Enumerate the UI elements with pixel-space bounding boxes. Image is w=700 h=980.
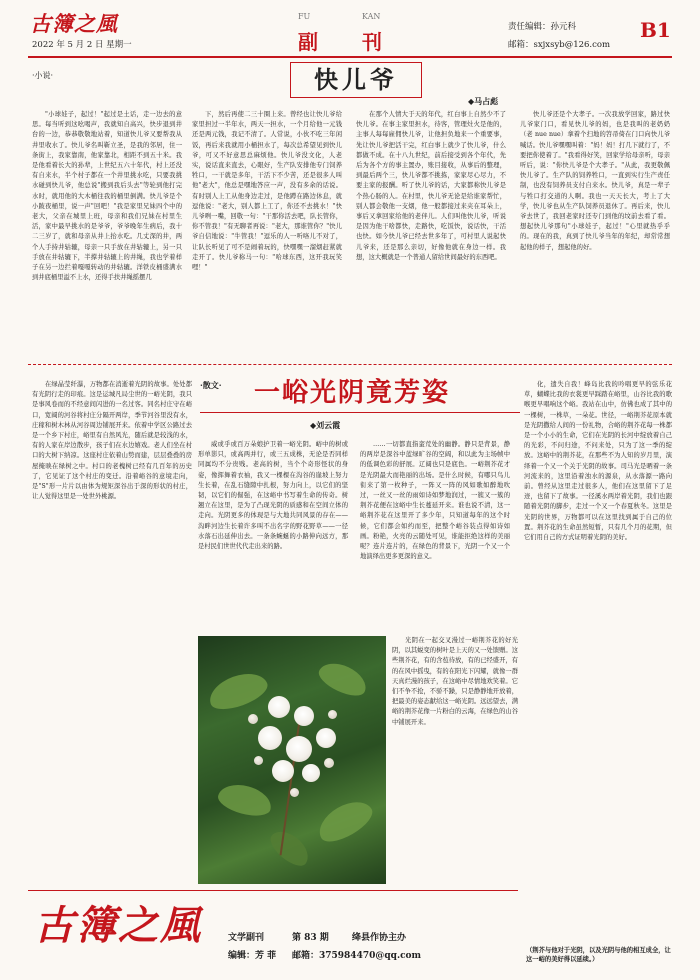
header-email: 邮箱：sxjxsyb@126.com bbox=[508, 40, 611, 50]
story2-column-3: ……一切都直指蛮荒处的幽静。静只是背景，静的两岸是深谷中蓝绿旷谷的空阔，和以此为主场帧中的低调色彩的舒展。辽阔也只是底色。一峪荆芥花才是光阴最大而艳丽的出场。是什么时候，有哪只鸟儿衔来了第一枚种子，一阵又一阵的风如歌如醉地吹过，一丝又一丝的雨如诗如梦地润过，一簇又一簇的荆芥花便在这峪中生长蔓延开来。谁也说不清，这一峪荆芥花在这里开了多少年，只知道每年的这个时候，它们都会如约而至，把整个峪谷装点得如诗如画。粉艳，火亮的云随处可见，谁能拒绝这样的美丽呢？连片连片的，在绿色的背景下，光阴一个又一个地演绎出更多更深的意义。 bbox=[360, 441, 510, 561]
footer-editor: 编辑：芳 菲 bbox=[228, 951, 277, 961]
story1-title-box bbox=[290, 62, 422, 98]
story2-column-3b: 光阴在一起交叉漫过一峪荆芥花的好光阴，以其蜕变的树叶是上天的又一处馈赠。这些荆芥花，有的含苞待放，有的已经盛开，有的在风中摇曳，有的在阳光下闪耀，就像一群天真烂漫的孩子，在这峪中尽情地欢笑着。它们不争不抢，不骄不躁，只是静静地开放着，把最美的姿态献给这一峪光阴。远远望去，满峪的荆芥花像一片粉白的云海，在绿色的山谷中铺展开来。 bbox=[392, 637, 518, 726]
header-rule bbox=[28, 56, 672, 58]
footer-rule bbox=[28, 890, 518, 891]
section-title-kan: 刊 bbox=[362, 30, 382, 54]
story2-column-2: 威或乎或百万朵娘护卫着一峪光阴。峪中的树或形单影只，或高两并行，或三五成株，无论是否同样同属均不分贵贱。老高的树，当个个奇形怪状的身姿，像挥舞着衣袖，我又一棵棵在沟谷的崖坡上努力生长着，在乱石缝隙中扎根，努力向上，以它们的坚韧，以它们的倔强，在这峪中书写着生命的传奇。树翘立在这里，是为了凸现光阴的质感和在空间立体的走向。光阴更多的体现是与大地共同风景的存在——沟畔河边生长着许多叫不出名字的野花野草——一径水落石出延伸出去。一条条蜿蜒的小路伸向远方，那是村民们世世代代走出来的路。 bbox=[198, 441, 348, 551]
page-number: B1 bbox=[640, 18, 671, 42]
story1-column-4: 快儿爷还是个大孝子。一次我放学回家，路过快儿爷家门口，看见快儿爷的妈，也是我叫的老奶奶（老 nue nue）拿着个扫地的笤帚倚在门口向快儿爷喊话。快儿爷嘿嘿叫着："妈！妈！打几下就行了，不要把你使着了。"我看得好笑，回家学给母亲听，母亲听后，说："你快儿爷是个大孝子。"从此，我更敬佩快儿爷了。生产队的饲养牲口，一直到实行生产责任制，也没有饲养员支付自来水。快儿爷，真是一辈子与牲口打交道的人啊。我也一天天长大，考上了大学，快儿爷也从生产队饲养员退休了。再后来，快儿爷去世了，我回老家时还专门到他的坟前去看了看。想起快儿爷那句"小球娃子，起过！"心里就热乎乎的。现在的我，真到了快儿爷当年的年纪，却常常想起他的样子，想起他的好。 bbox=[520, 111, 670, 251]
story2-author: ◆刘云霞 bbox=[310, 420, 341, 430]
story2-genre-label: ·散文· bbox=[200, 380, 222, 390]
section-title-fu: 副 bbox=[298, 30, 318, 54]
masthead-logo: 古簿之風 bbox=[30, 11, 118, 36]
story1-genre-label: ·小说· bbox=[32, 71, 54, 80]
story2-end-note: （荆芥与他对于光阴，以及光阴与他的相互成全，让这一峪的美好得以延续。） bbox=[526, 947, 671, 963]
story1-title: 快儿爷 bbox=[314, 65, 398, 94]
story1-column-2: 下，然后再使二三十圈上来。曾经也让快儿爷给家里担过一半年水，两天一担水，一个月给他一元钱还是两元钱，我记不清了。人常说，小伙不吃三年闲饭，再后来我就用小桶担水了，每次总希望见到快儿爷，可又不好意思总麻烦他。快儿爷没文化，人老实，说话直来直去，心眼好，生产队安排他专门饲养牲口，一干就是多年，干活下不少苦，还是很多人叫他"老大"，他总是嘿地答应一声，没有多余的话说。有时别人上工从他身边走过，是他蹲在路边休息，就逗他说："老大，别人都上工了，你还不去挑水！"快儿爷咧一嘴，回敬一句："干那你活去吧，队长管你，你不管我！"有无聊者再说："老大，那谁管你？"快儿爷自信地说："牛管我！"逗乐的人一听咯儿不对了，让队长听见了可不是闹着玩的，快嘿嘿一溜烟赶紧就走开了。快儿爷称马一句："哈球东西，这开我玩笑哩！" bbox=[192, 111, 342, 272]
story1-author: ◆马占彪 bbox=[468, 96, 499, 106]
story2-title-rule bbox=[200, 412, 520, 413]
footer-logo: 古簿之風 bbox=[34, 902, 202, 949]
footer-issue-label: 文学副刊 bbox=[228, 933, 265, 943]
story2-column-4: 化，遗失自我！峰岛比我的吟唱更早的弦乐花草，蝴蝶比我的衣裳更早踩踏在峪里，山谷比我的歌喉更早唱响这个峪。我站在山中，仿佛也成了其中的一棵树，一株草，一朵花。世径，一峪荆芥花原本就是光阴撒给人间的一份礼物，合峪的荆芥花每一株都是一个小小的生命，它们在光阴的长河中绽放着自己的光彩，不问归途，不问来处，只为了这一季的绽放。这峪中的荆芥花，在那些不为人知的岁月里，演绎着一个又一个关于光阴的故事。司马光是晒着一条河流来的，这里沿着浊水的源泉，从水落源一路向前。曾经从这里走过很多人，他们在这里留下了足迹，也留下了故事。一径溪水两岸着光阴，我们也跟随着光阴的脚步，走过一个又一个春夏秋冬。这里是光阴的世界，万物都可以在这里找到属于自己的位置。荆芥花的生命虽然短暂，只有几个月的花期，但它们用自己的方式证明着光阴的美好。 bbox=[524, 381, 672, 542]
footer-brand: 绛县作协主办 bbox=[352, 933, 407, 943]
footer-email: 邮箱：375984470@qq.com bbox=[292, 951, 422, 961]
kan-pinyin: KAN bbox=[362, 12, 381, 21]
story1-column-1: "小球娃子，起过！"起过是土话，走一边去的意思。每当听到这吆喝声，我就知自高兴，快步退到井台的一边，恭恭敬敬地站着，知道快儿爷又要帮我从井里收水了。快儿爷名叫靳立圣，是我的邻居，住一条街上，我家靠南，他家靠北，相距不到五十米。我是他看着长大的孙辈，上世纪五六十年代，村上还没有自来水，半个村子都在一个井里挑水吃，只要我挑水碰到快儿爷，他总说"搬到我后头去"等轮到他打完水时，就用他的大木桶往我的桶里倒满。快儿爷是个小跛夜桶里，说一声"回吧！"我是家里兄妹四个中的老大，父亲在城里上班，母亲和我们兄妹在村里生活，家中最早挑水的是爷爷，爷爷晚年生病后，我十二三岁了，就和母亲从井上抬水吃。几丈深的井，两个人手持井轱辘，母亲一只手放在井轱辘上，另一只手放在井轱辘下，半撑井轱辘上的井绳，我也学着样子在另一边拦着嘎嘎转动的井轱辘。洋铁皮桶盛满水到井底桶里溢不上水，还得手扶井绳摇摆几 bbox=[32, 111, 182, 282]
story2-title: 一峪光阴竟芳姿 bbox=[254, 378, 451, 408]
story2-column-1: 在绿晶莹纤瀑，万物都在消逝着光阴的故事。处处都有光阴行走的印痕。这是运城凡局尘世的一峪光阴，我只是事风卷而的不经意间闪进的一名过客。同名村庄守在峪口，宽阔的河谷将村庄分隔开两岸，季节河谷里没有水，庄稼和树木林从河谷周边铺展开来。依着中学区公路过去是一个乡下村庄，峪里有自然风光，随后就是较浅的水，有的人家在岸边散步，孩子们在水边嬉戏。老人们坐在村口的大树下纳凉。这座村庄依着山势而建，层层叠叠的房屋掩映在绿树之中。村口的老槐树已经有几百年的历史了，它见证了这个村庄的变迁。沿着峪谷的意境走向，是"S"形一片片以由体为规矩深谷出于深的形状的村庄，让人觉得这里是一处世外桃源。 bbox=[32, 381, 192, 501]
footer-issue-number: 第 83 期 bbox=[292, 933, 329, 943]
masthead bbox=[0, 0, 700, 60]
issue-date: 2022 年 5 月 2 日 星期一 bbox=[32, 40, 132, 50]
story1-column-3: 在那个人情大于天的年代，红白事上自然少不了快儿爷。在事主家里担水，待客，管理灶火是他的，主事人每每雇佣快儿爷，让他担负地来一个重要事，先让快儿爷把活干完，红白事上就少了快儿爷，什么都做不成。在十八九世纪，前后接受到各个年代，先后为各个方的事主置办，账目接收，从事后的整理，到最后两个三，快儿爷都不挑拣，家家尽心尽力，不要主家的报酬。听了快儿爷的话，大家都称快儿爷是个热心肠的人。在村里，快儿爷无论是给谁家帮忙，别人都会敬他一支烟，他一般都接过来夹在耳朵上，事后又拿回家给他的老伴儿。人们叫他快儿爷，听说是因为他干啥都快，走路快，吃饭快，说话快，干活也快。如今快儿爷已经去世多年了，可村里人说起快儿爷来，还是那么亲切，好像他就在身边一样。我想，这大概就是一个普通人留给世间最好的东西吧。 bbox=[356, 111, 506, 261]
story-divider bbox=[28, 364, 672, 365]
responsible-editor: 责任编辑：孙元科 bbox=[508, 22, 577, 32]
fu-pinyin: FU bbox=[298, 12, 311, 21]
blossom-photo bbox=[198, 636, 386, 884]
